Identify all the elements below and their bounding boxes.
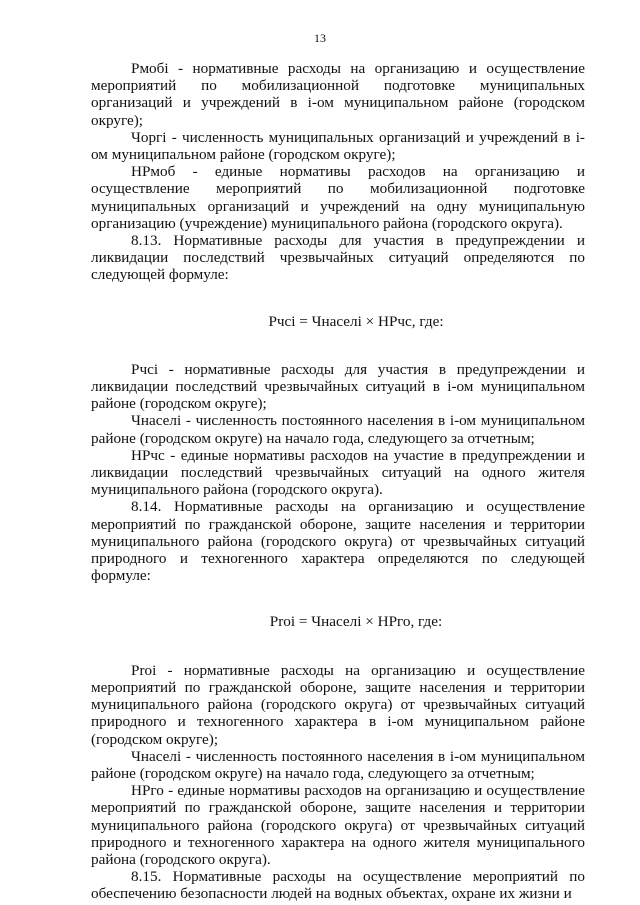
clause-8-15: 8.15. Нормативные расходы на осуществление мероприятий по обеспечению безопасности людей на водных объектах, охране их жизни и (91, 868, 585, 903)
definition-nrchs: НРчс - единые нормативы расходов на участие в предупреждении и ликвидации последствий чрезвычайных ситуаций на одного жителя муниципального района (городского округа). (91, 446, 585, 499)
definition-chnasel-2: Чнаселi - численность постоянного населения в i-ом муниципальном районе (городском округе) на начало года, следующего за отчетным; (91, 747, 585, 782)
definition-rmob: Рмобi - нормативные расходы на организацию и осуществление мероприятий по мобилизационной подготовке муниципальных организаций и учреждений в i-ом муниципальном районе (городском округе); (91, 60, 585, 129)
formula-rchs: Рчсi = Чнаселi × НРчс, где: (268, 312, 444, 330)
document-body (91, 60, 585, 903)
definition-rchs: Рчсi - нормативные расходы для участия в предупреждении и ликвидации последствий чрезвычайных ситуаций в i-ом муниципальном районе (городском округе); (91, 360, 585, 413)
formula-rgo: Рroi = Чнаселi × НРго, где: (269, 613, 443, 631)
definition-chorg: Чоргi - численность муниципальных организаций и учреждений в i-ом муниципальном районе (городском округе); (91, 128, 585, 164)
clause-8-13: 8.13. Нормативные расходы для участия в предупреждении и ликвидации последствий чрезвычайных ситуаций определяются по следующей формуле: (91, 232, 585, 284)
definition-nrmob: НРмоб - единые нормативы расходов на организацию и осуществление мероприятий по мобилизационной подготовке муниципальных организаций и учреждений на одну муниципальную организацию (учреждение) муниципального района (городского округа). (91, 163, 585, 232)
clause-8-14: 8.14. Нормативные расходы на организацию и осуществление мероприятий по гражданской обороне, защите населения и территории муниципального района (городского округа) от чрезвычайных ситуаций природного и техногенного характера определяются по следующей формуле: (91, 498, 585, 585)
definition-chnasel: Чнаселi - численность постоянного населения в i-ом муниципальном районе (городском округе) на начало года, следующего за отчетным; (91, 412, 585, 447)
definition-nrgo: НРго - единые нормативы расходов на организацию и осуществление мероприятий по гражданской обороне, защите населения и территории муниципального района (городского округа) от чрезвычайных ситуаций природного и техногенного характера на одного жителя муниципального района (городского округа). (91, 782, 585, 868)
definition-rgo: Рroi - нормативные расходы на организацию и осуществление мероприятий по гражданской обороне, защите населения и территории муниципального района (городского округа) от чрезвычайных ситуаций природного и техногенного характера в i-ом муниципальном районе (городском округе); (91, 661, 585, 748)
page-number: 13 (314, 31, 326, 45)
